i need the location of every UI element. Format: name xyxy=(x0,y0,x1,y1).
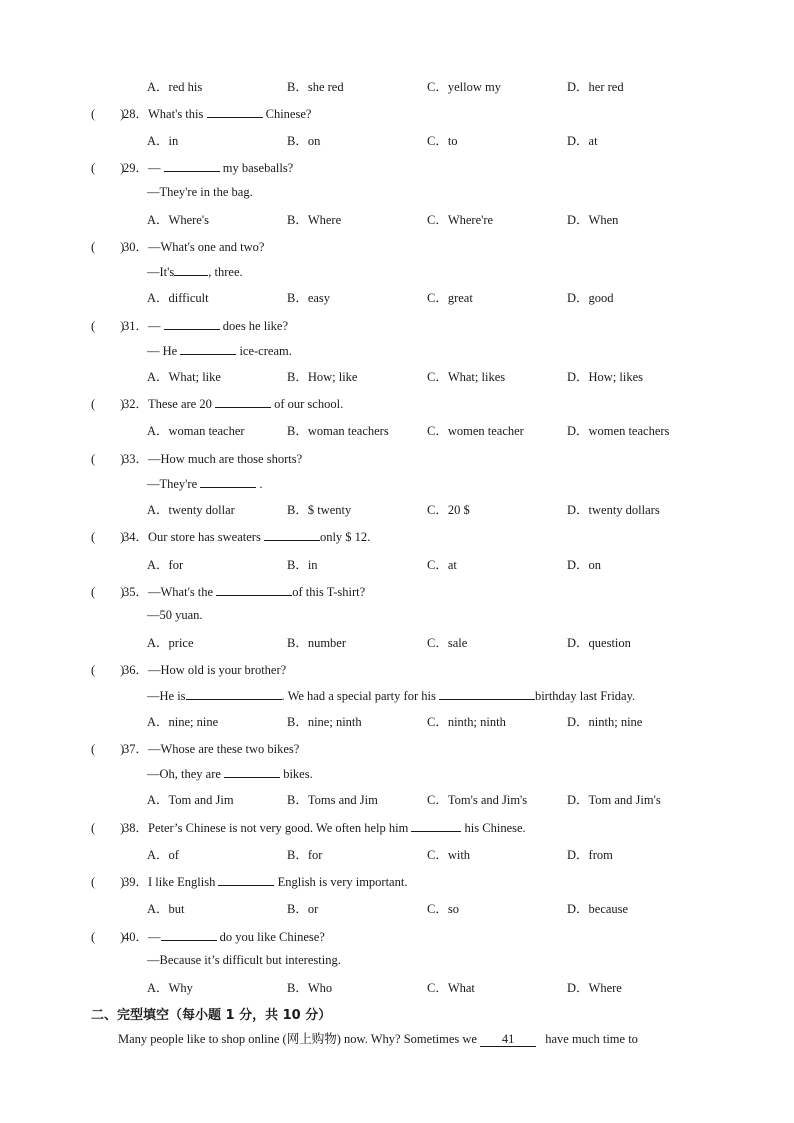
option-b: B．for xyxy=(287,848,323,862)
option-a: A．in xyxy=(147,134,179,148)
option-a: A．for xyxy=(147,558,184,572)
option-row xyxy=(0,500,794,518)
question-text: 39．I like English English is very important. xyxy=(123,875,408,889)
question-text: 28．What's this Chinese? xyxy=(123,107,312,121)
option-c: C．What xyxy=(427,981,475,995)
option-row xyxy=(0,210,794,228)
option-d: D．good xyxy=(567,291,614,305)
option-c: C．Where're xyxy=(427,213,494,227)
option-d: D．How; likes xyxy=(567,370,644,384)
question-39 xyxy=(0,872,794,890)
answer-parentheses[interactable]: ( ) xyxy=(91,530,125,544)
question-text: 34．Our store has sweaters only $ 12. xyxy=(123,530,371,544)
question-33 xyxy=(0,449,794,467)
option-b: B．she red xyxy=(287,80,344,94)
question-line2 xyxy=(0,263,794,281)
question-32 xyxy=(0,394,794,412)
question-37 xyxy=(0,739,794,757)
dialogue-reply: —He is . We had a special party for his birthday last Friday. xyxy=(147,689,636,703)
question-line2 xyxy=(0,342,794,360)
question-text: 30．—What's one and two? xyxy=(123,240,265,254)
answer-parentheses[interactable]: ( ) xyxy=(91,240,125,254)
question-line2 xyxy=(0,475,794,493)
section-heading: 二、完型填空（每小题 1 分，共 10 分） xyxy=(91,1008,332,1023)
dialogue-reply: —It's , three. xyxy=(147,265,243,279)
option-row xyxy=(0,421,794,439)
question-29 xyxy=(0,158,794,176)
option-row xyxy=(0,899,794,917)
blank xyxy=(215,395,271,408)
blank xyxy=(216,583,292,596)
dialogue-reply: —Oh, they are bikes. xyxy=(147,767,313,781)
blank xyxy=(411,819,461,832)
blank xyxy=(218,873,274,886)
blank xyxy=(174,263,208,276)
option-d: D．at xyxy=(567,134,598,148)
question-38 xyxy=(0,818,794,836)
option-c: C．Tom's and Jim's xyxy=(427,793,528,807)
passage-line: Many people like to shop online (网上购物) now. Why? Sometimes we 41 have much time to xyxy=(118,1032,638,1046)
blank xyxy=(264,528,320,541)
option-b: B．number xyxy=(287,636,347,650)
option-a: A．Where's xyxy=(147,213,209,227)
question-line2 xyxy=(0,687,794,705)
option-d: D．twenty dollars xyxy=(567,503,660,517)
blank xyxy=(224,765,280,778)
option-row xyxy=(0,790,794,808)
option-c: C．so xyxy=(427,902,459,916)
option-c: C．with xyxy=(427,848,471,862)
option-row xyxy=(0,555,794,573)
option-a: A．but xyxy=(147,902,185,916)
option-a: A．of xyxy=(147,848,179,862)
option-a: A．What; like xyxy=(147,370,221,384)
question-text: 31．— does he like? xyxy=(123,319,289,333)
question-36 xyxy=(0,660,794,678)
option-c: C．to xyxy=(427,134,458,148)
answer-parentheses[interactable]: ( ) xyxy=(91,875,125,889)
option-row xyxy=(0,77,794,95)
question-text: 32．These are 20 of our school. xyxy=(123,397,344,411)
blank xyxy=(439,687,535,700)
blank xyxy=(207,105,263,118)
option-row xyxy=(0,131,794,149)
option-c: C．women teacher xyxy=(427,424,524,438)
dialogue-reply: —50 yuan. xyxy=(147,608,203,622)
option-c: C．ninth; ninth xyxy=(427,715,506,729)
dialogue-reply: —They're . xyxy=(147,477,263,491)
option-a: A．woman teacher xyxy=(147,424,245,438)
blank xyxy=(164,317,220,330)
question-line2 xyxy=(0,765,794,783)
answer-parentheses[interactable]: ( ) xyxy=(91,161,125,175)
answer-parentheses[interactable]: ( ) xyxy=(91,319,125,333)
question-line2 xyxy=(0,953,794,971)
option-a: A．price xyxy=(147,636,194,650)
option-c: C．What; likes xyxy=(427,370,506,384)
answer-parentheses[interactable]: ( ) xyxy=(91,452,125,466)
option-a: A．Tom and Jim xyxy=(147,793,234,807)
question-28 xyxy=(0,104,794,122)
answer-parentheses[interactable]: ( ) xyxy=(91,397,125,411)
question-text: 37．—Whose are these two bikes? xyxy=(123,742,300,756)
question-text: 35．—What's the of this T-shirt? xyxy=(123,585,366,599)
option-d: D．on xyxy=(567,558,602,572)
dialogue-reply: —Because it’s difficult but interesting. xyxy=(147,953,341,967)
option-b: B．Where xyxy=(287,213,342,227)
numbered-blank: 41 xyxy=(480,1032,536,1047)
answer-parentheses[interactable]: ( ) xyxy=(91,821,125,835)
option-c: C．great xyxy=(427,291,473,305)
blank xyxy=(200,475,256,488)
option-a: A．nine; nine xyxy=(147,715,219,729)
question-line2 xyxy=(0,608,794,626)
option-d: D．from xyxy=(567,848,613,862)
option-d: D．Tom and Jim's xyxy=(567,793,661,807)
option-a: A．Why xyxy=(147,981,193,995)
question-text: 29．— my baseballs? xyxy=(123,161,294,175)
dialogue-reply: —They're in the bag. xyxy=(147,185,253,199)
answer-parentheses[interactable]: ( ) xyxy=(91,742,125,756)
option-b: B．Who xyxy=(287,981,333,995)
question-30 xyxy=(0,237,794,255)
option-b: B．nine; ninth xyxy=(287,715,362,729)
option-row xyxy=(0,978,794,996)
option-d: D．Where xyxy=(567,981,622,995)
option-b: B．on xyxy=(287,134,321,148)
option-b: B．or xyxy=(287,902,319,916)
option-a: A．twenty dollar xyxy=(147,503,235,517)
option-d: D．because xyxy=(567,902,629,916)
option-b: B．How; like xyxy=(287,370,358,384)
option-c: C．20 $ xyxy=(427,503,470,517)
option-a: A．red his xyxy=(147,80,203,94)
option-b: B．woman teachers xyxy=(287,424,389,438)
option-d: D．question xyxy=(567,636,631,650)
answer-parentheses[interactable]: ( ) xyxy=(91,663,125,677)
option-c: C．sale xyxy=(427,636,468,650)
answer-parentheses[interactable]: ( ) xyxy=(91,107,125,121)
option-a: A．difficult xyxy=(147,291,209,305)
question-text: 38．Peter’s Chinese is not very good. We often help him his Chinese. xyxy=(123,821,526,835)
option-row xyxy=(0,633,794,651)
option-row xyxy=(0,845,794,863)
option-d: D．When xyxy=(567,213,619,227)
question-31 xyxy=(0,316,794,334)
answer-parentheses[interactable]: ( ) xyxy=(91,930,125,944)
option-b: B．easy xyxy=(287,291,331,305)
question-34 xyxy=(0,527,794,545)
option-row xyxy=(0,367,794,385)
question-line2 xyxy=(0,185,794,203)
option-b: B．$ twenty xyxy=(287,503,352,517)
blank xyxy=(186,687,282,700)
option-c: C．yellow my xyxy=(427,80,501,94)
option-b: B．Toms and Jim xyxy=(287,793,378,807)
option-d: D．her red xyxy=(567,80,624,94)
question-text: 40．— do you like Chinese? xyxy=(123,930,325,944)
dialogue-reply: — He ice-cream. xyxy=(147,344,292,358)
question-35 xyxy=(0,582,794,600)
option-d: D．ninth; nine xyxy=(567,715,643,729)
option-c: C．at xyxy=(427,558,457,572)
option-row xyxy=(0,288,794,306)
option-row xyxy=(0,712,794,730)
blank xyxy=(164,159,220,172)
question-text: 33．—How much are those shorts? xyxy=(123,452,303,466)
question-text: 36．—How old is your brother? xyxy=(123,663,287,677)
option-d: D．women teachers xyxy=(567,424,670,438)
option-b: B．in xyxy=(287,558,318,572)
question-40 xyxy=(0,927,794,945)
answer-parentheses[interactable]: ( ) xyxy=(91,585,125,599)
blank xyxy=(180,342,236,355)
blank xyxy=(161,928,217,941)
